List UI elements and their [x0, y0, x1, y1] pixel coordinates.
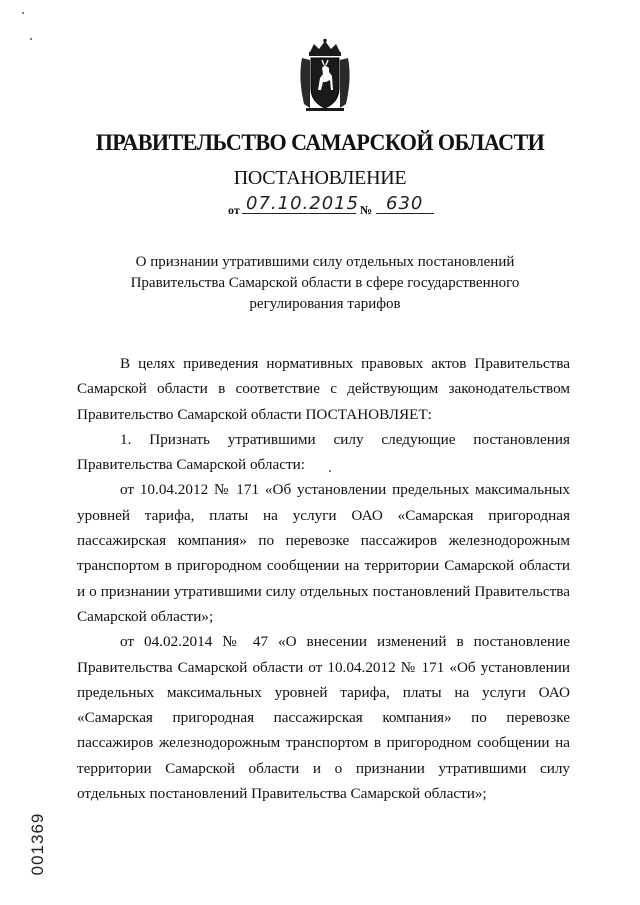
- margin-stamp-number: 001369: [28, 812, 47, 876]
- item-1-subpoint-b: от 04.02.2014 № 47 «О внесении изменений в постановление Правительства Самарской области от 10.04.2012 № 171 «Об установлении предельных максимальных уровней тарифа, платы на услуги ОАО «Самарская пригородная пассажирская компания» по перевозке пассажиров железнодорожным транспортом в пригородном сообщении на территории Самарской области и о признании утратившими силу отдельных постановлений Правительства Самарской области»;: [77, 633, 570, 803]
- document-number: 630: [386, 193, 424, 214]
- document-date: 07.10.2015: [246, 193, 360, 214]
- scan-speck: [30, 38, 32, 40]
- item-1-subpoint-a: от 10.04.2012 № 171 «Об установлении предельных максимальных уровней тарифа, платы на услуги ОАО «Самарская пригородная пассажирская компания» по перевозке пассажиров железнодорожным транспортом в пригородном сообщении на территории Самарской области и о признании утратившими силу отдельных постановлений Правительства Самарской области»;: [77, 481, 570, 625]
- number-prefix: №: [360, 203, 373, 217]
- government-title: ПРАВИТЕЛЬСТВО САМАРСКОЙ ОБЛАСТИ: [95, 130, 545, 155]
- preamble-paragraph: В целях приведения нормативных правовых актов Правительства Самарской области в соответствие с действующим законодательством Правительство Самарской области ПОСТАНОВЛЯЕТ:: [77, 355, 570, 423]
- scan-speck: [22, 12, 24, 14]
- item-1-paragraph: 1. Признать утратившими силу следующие постановления Правительства Самарской области:: [77, 430, 570, 474]
- date-prefix: от: [228, 203, 240, 217]
- samara-coat-of-arms-icon: [296, 38, 354, 114]
- document-subject: О признании утратившими силу отдельных постановлений Правительства Самарской области в сфере государственного регулирования тарифов: [130, 254, 520, 312]
- document-body: [77, 351, 570, 806]
- scan-speck: [329, 470, 331, 472]
- document-type: ПОСТАНОВЛЕНИЕ: [233, 167, 407, 189]
